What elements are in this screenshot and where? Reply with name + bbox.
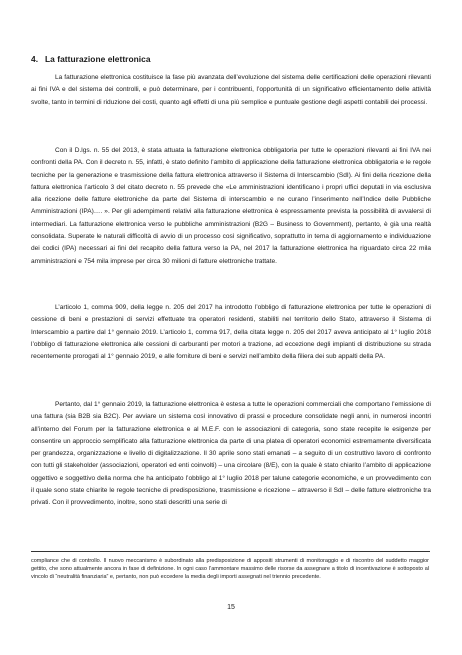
paragraph-3: L’articolo 1, comma 909, della legge n. 205 del 2017 ha introdotto l’obbligo di fatturazione elettronica per tutte le operazioni di cessione di beni e prestazioni di servizi effettuate tra operatori residenti, stabiliti nel territorio dello Stato, attraverso il Sistema di Interscambio a partire dal 1° gennaio 2019. L’articolo 1, comma 917, della citata legge n. 205 del 2017 aveva anticipato al 1° luglio 2018 l’obbligo di fatturazione elettronica alle cessioni di carburanti per motori a trazione, ad eccezione degli impianti di distribuzione su strada recentemente prorogati al 1° gennaio 2019, e alle forniture di beni e servizi nell’ambito della filiera dei sub appalti della PA. <box>31 304 431 361</box>
paragraph-2: Con il D.lgs. n. 55 del 2013, è stata attuata la fatturazione elettronica obbligatoria per tutte le operazioni rilevanti ai fini IVA nei confronti della PA. Con il decreto n. 55, infatti, è stato definito l’ambito di applicazione della fatturazione elettronica obbligatoria e le regole tecniche per la generazione e trasmissione della fattura elettronica attraverso il Sistema di Interscambio (SdI). Ai fini della ricezione della fattura elettronica l’articolo 3 del citato decreto n. 55 prevede che «Le amministrazioni identificano i propri uffici deputati in via esclusiva alla ricezione delle fatture elettroniche da parte del Sistema di interscambio e ne curano l’inserimento nell’Indice delle Pubbliche Amministrazioni (IPA)…. ». Per gli adempimenti relativi alla fatturazione elettronica è espressamente prevista la possibilità di avvalersi di intermediari. La fatturazione elettronica verso le pubbliche amministrazioni (B2G – Business to Government), pertanto, è già una realtà consolidata. Superate le naturali difficoltà di avvio di un processo così significativo, soprattutto in tema di aggiornamento e individuazione dei codici (IPA) necessari ai fini del recapito della fattura verso la PA, nel 2017 la fatturazione elettronica ha riguardato circa 22 mila amministrazioni e 754 mila imprese per circa 30 milioni di fatture elettroniche trattate. <box>31 147 431 265</box>
footnote: compliance che di controllo. Il nuovo meccanismo è subordinato alla predisposizione di appositi strumenti di monitoraggio e di riscontro del suddetto maggior gettito, che sono attualmente ancora in fase di definizione. In ogni caso l’ammontare massimo delle risorse da assegnare a titolo di incentivazione è sottoposto al vincolo di “neutralità finanziaria” e, pertanto, non può eccedere la media degli importi assegnati nel triennio precedente. <box>31 558 429 581</box>
paragraph-1: La fatturazione elettronica costituisce la fase più avanzata dell’evoluzione del sistema delle certificazioni delle operazioni rilevanti ai fini IVA e del sistema dei controlli, e può determinare, per i contribuenti, l’opportunità di un significativo efficientamento delle attività svolte, tanto in termini di riduzione dei costi, quanto agli effetti di una più semplice e puntuale gestione degli aspetti contabili dei processi. <box>31 74 431 106</box>
paragraph-4: Pertanto, dal 1° gennaio 2019, la fatturazione elettronica è estesa a tutte le operazioni commerciali che comportano l’emissione di una fattura (sia B2B sia B2C). Per avviare un sistema così innovativo di prassi e procedure consolidate negli anni, in numerosi incontri all’interno del Forum per la fatturazione elettronica e al M.E.F. con le associazioni di categoria, sono state recepite le esigenze per consentire un approccio semplificato alla fatturazione elettronica da parte di una platea di operatori economici estremamente diversificata per grandezza, organizzazione e livello di digitalizzazione. Il 30 aprile sono stati emanati – a seguito di un costruttivo lavoro di confronto con tutti gli stakeholder (associazioni, operatori ed enti coinvolti) – una circolare (8/E), con la quale è stato chiarito l’ambito di applicazione oggettivo e soggettivo della norma che ha anticipato l’obbligo al 1° luglio 2018 per talune categorie economiche, e un provvedimento con il quale sono state chiarite le regole tecniche di predisposizione, trasmissione e ricezione – attraverso il SdI – delle fatture elettroniche tra privati. Con il provvedimento, inoltre, sono stati descritti una serie di <box>31 401 431 507</box>
footnote-separator <box>31 551 430 552</box>
section-heading <box>31 54 151 64</box>
section-title: La fatturazione elettronica <box>45 54 151 64</box>
section-number: 4. <box>31 54 39 64</box>
page-number: 15 <box>227 604 235 611</box>
